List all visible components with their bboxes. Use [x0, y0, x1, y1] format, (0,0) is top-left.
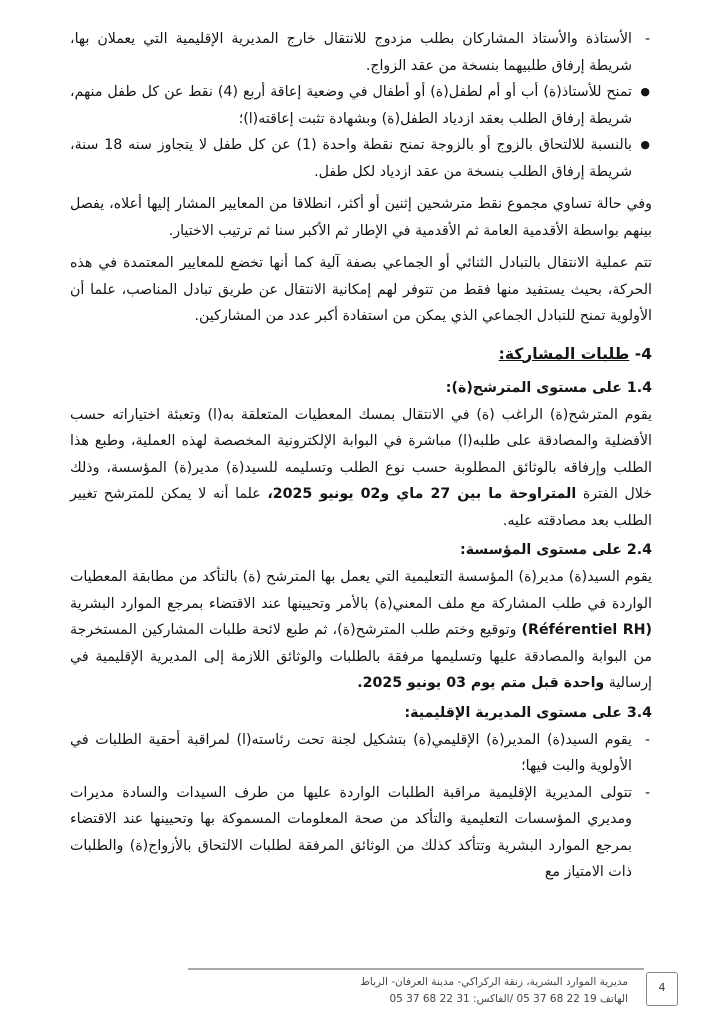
list-item-verification — [70, 780, 652, 886]
deadline-text: واحدة قبل متم يوم 03 يونيو 2025. — [357, 675, 605, 691]
footer-contact — [188, 974, 628, 1008]
paragraph-text: يقوم المترشح(ة) الراغب (ة) في الانتقال بمسك المعطيات المتعلقة به(ا) وتعبئة اختياراته حسب الأفضلية والمصادقة على طلبه(ا) مباشرة في البوابة الإلكترونية المخصصة لهذه العملية، وطبع هذا الطلب وإرفاقه بالوثائق المطلوبة حسب نوع الطلب وتسليمه للسيد(ة) مدير(ة) المؤسسة، وذلك خلال الفترة — [70, 406, 653, 502]
section-heading — [70, 340, 652, 368]
page-footer — [0, 962, 724, 1024]
list-item-committee — [70, 727, 652, 780]
paragraph-text: يقوم السيد(ة) المدير(ة) الإقليمي(ة) بتشكيل لجنة تحت رئاسته(ا) لمراقبة أحقية الطلبات في الأولوية والبت فيها؛ — [70, 731, 632, 774]
bullet-marker: ● — [640, 85, 650, 98]
footer-divider — [188, 968, 644, 970]
section-title: طلبات المشاركة: — [498, 344, 630, 363]
footer-address: مديرية الموارد البشرية، زنقة الركراكي- مدينة العرفان- الرباط — [360, 976, 628, 988]
subsection-heading-institution: 2.4 على مستوى المؤسسة: — [460, 542, 652, 558]
institution-paragraph — [70, 564, 652, 697]
list-item-child-disability — [70, 79, 652, 132]
dash-marker: - — [644, 31, 650, 47]
paragraph-text: تمنح للأستاذ(ة) أب أو أم لطفل(ة) أو أطفال في وضعية إعاقة أربع (4) نقط عن كل طفل منهم، شريطة إرفاق الطلب بعقد ازدياد الطفل(ة) وبشهادة تثبت إعاقته(ا)؛ — [70, 84, 632, 127]
footer-phone-fax: الهاتف 19 22 68 37 05 /الفاكس: 31 22 68 37 05 — [389, 993, 628, 1005]
paragraph-text: بالنسبة للالتحاق بالزوج أو بالزوجة تمنح نقطة واحدة (1) عن كل طفل لا يتجاوز سنه 18 سنة، شريطة إرفاق الطلب بنسخة من عقد ازدياد لكل طفل. — [70, 137, 632, 180]
dash-marker: - — [644, 731, 650, 748]
paragraph-text: يقوم السيد(ة) مدير(ة) المؤسسة التعليمية التي يعمل بها المترشح (ة) بالتأكد من مطابقة المعطيات الواردة في طلب المشاركة مع ملف المعني(ة) بالأمر وتحيينها عند الاقتضاء بمرجع الموارد البشرية — [70, 569, 652, 612]
paragraph-text: علما أنه لا يمكن للمترشح تغيير الطلب بعد مصادقته عليه. — [70, 486, 652, 529]
document-body — [70, 26, 652, 886]
period-dates: المتراوحة ما بين 27 ماي و02 يونيو 2025، — [267, 486, 577, 502]
paragraph-text: تتولى المديرية الإقليمية مراقبة الطلبات الواردة عليها من طرف السيدات والسادة مديرات ومديري المؤسسات التعليمية والتأكد من صحة المعلومات المسموكة بها وتحيينها عند الاقتضاء بمرجع الموارد البشرية وتتأكد كذلك من الوثائق المرفقة لطلبات الالتحاق بالأزواج(ة) والطلبات ذات الامتياز مع — [70, 784, 632, 880]
bullet-marker: ● — [640, 138, 650, 151]
dash-marker: - — [644, 784, 650, 801]
list-item-couple — [70, 26, 652, 79]
subsection-heading-candidate: 1.4 على مستوى المترشح(ة): — [445, 379, 652, 396]
exchange-paragraph: تتم عملية الانتقال بالتبادل الثنائي أو الجماعي بصفة آلية كما أنها تخضع للمعايير المعتمدة في هذه الحركة، بحيث يستفيد منها فقط من تتوفر لهم إمكانية الانتقال عن طريق تبادل المناصب، علما أن الأولوية تمنح للتبادل الجماعي الذي يمكن من استفادة أكبر عدد من المشاركين. — [70, 255, 652, 324]
subsection-heading-directorate: 3.4 على مستوى المديرية الإقليمية: — [404, 704, 652, 721]
paragraph-text: وتوقيع وختم طلب المترشح(ة)، ثم طبع لائحة طلبات المشاركين المستخرجة من البوابة والمصادقة عليها وتسليمها مرفقة بالطلبات والوثائق اللازمة إلى المديرية الإقليمية في إرسالية — [70, 622, 652, 691]
section-number: 4- — [634, 344, 652, 363]
candidate-paragraph — [70, 402, 652, 535]
hr-reference: (Référentiel RH) — [521, 622, 653, 638]
page-number: 4 — [646, 972, 678, 1006]
paragraph-text: الأستاذة والأستاذ المشاركان بطلب مزدوج للانتقال خارج المديرية الإقليمية التي يعملان بها، شريطة إرفاق طلبيهما بنسخة من عقد الزواج. — [70, 31, 632, 74]
tie-break-paragraph: وفي حالة تساوي مجموع نقط مترشحين إثنين أو أكثر، انطلاقا من المعايير المشار إليها أعلاه، يفصل بينهم بواسطة الأقدمية العامة ثم الأقدمية في الإطار ثم الأكبر سنا ثم ترتيب الاختيار. — [70, 196, 652, 239]
list-item-spouse — [70, 132, 652, 185]
